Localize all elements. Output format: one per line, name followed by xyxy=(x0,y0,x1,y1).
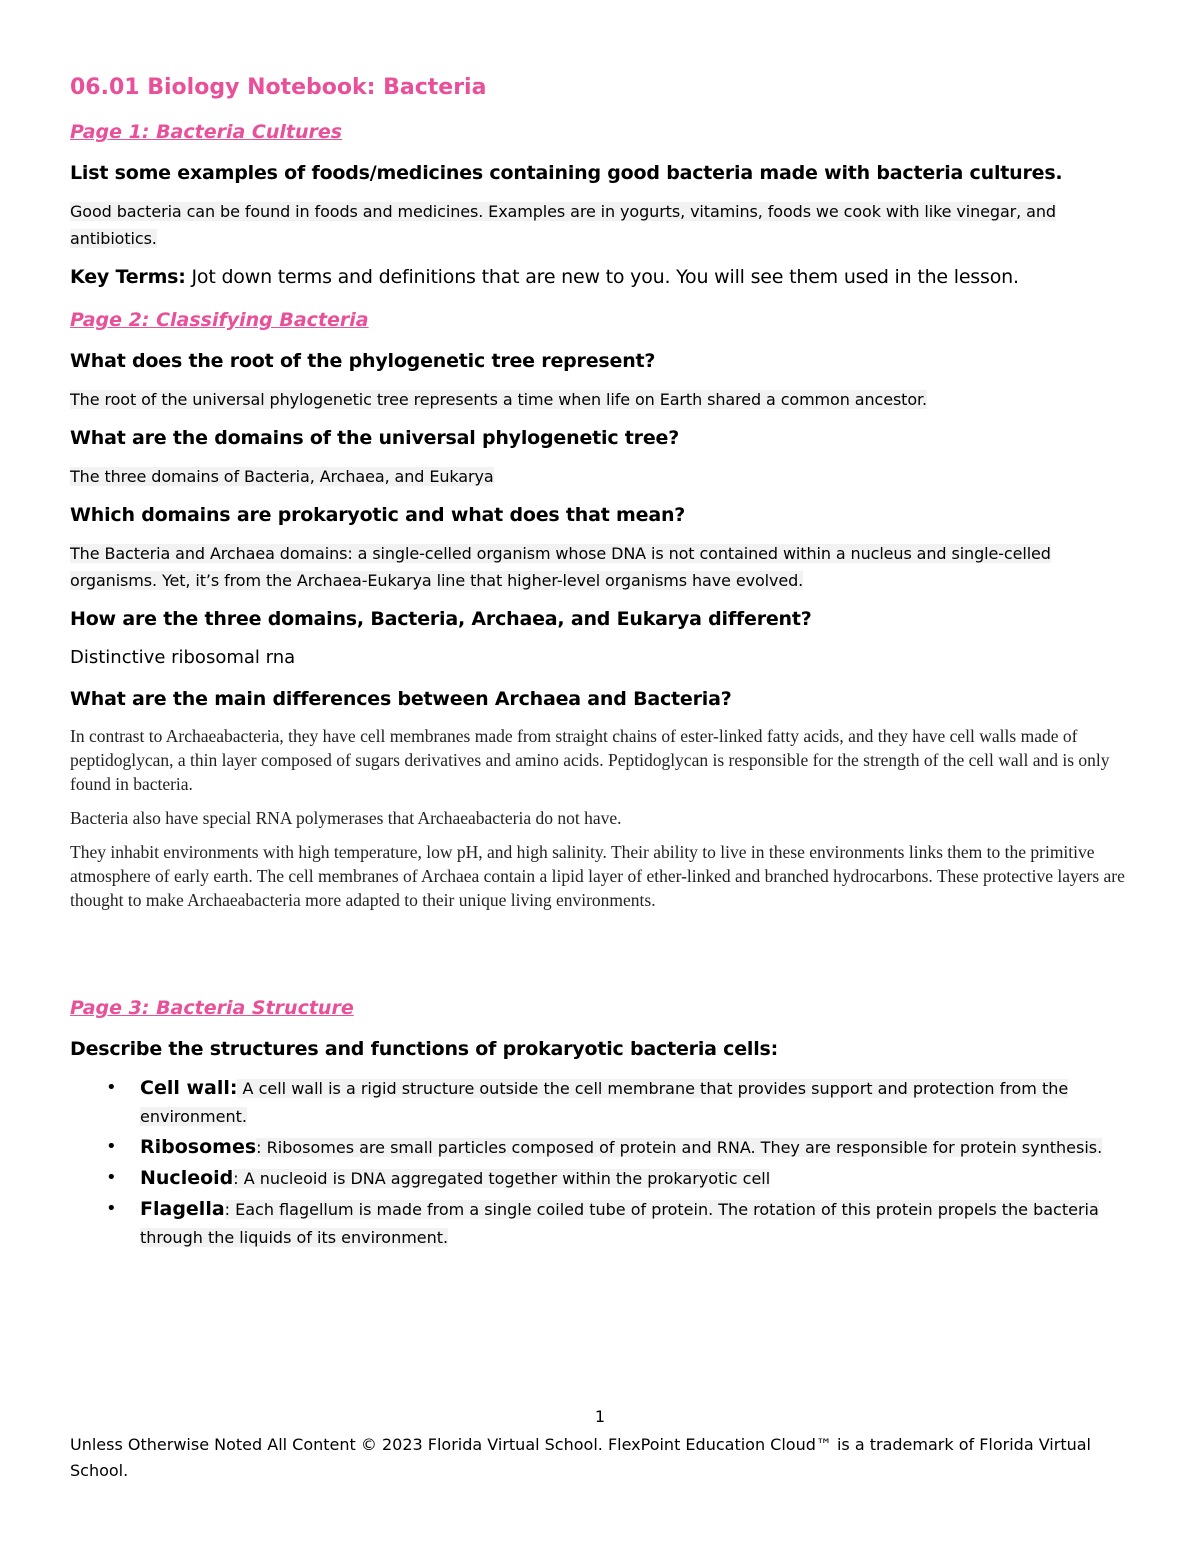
list-item xyxy=(70,1164,1132,1193)
section-heading-page-1: Page 1: Bacteria Cultures xyxy=(70,121,343,143)
document-title: 06.01 Biology Notebook: Bacteria xyxy=(70,75,487,100)
answer-archaea-vs-bacteria-p2: Bacteria also have special RNA polymerases that Archaeabacteria do not have. xyxy=(70,808,622,828)
answer-good-bacteria xyxy=(70,198,1132,252)
footer-copyright: Unless Otherwise Noted All Content © 2023 Florida Virtual School. FlexPoint Education Cloud™ is a trademark of Florida Virtual School. xyxy=(70,1435,1091,1480)
question-structures: Describe the structures and functions of prokaryotic bacteria cells: xyxy=(70,1038,779,1060)
structure-term: Nucleoid xyxy=(140,1167,234,1189)
answer-prokaryotic xyxy=(70,540,1132,594)
question-domains: What are the domains of the universal phylogenetic tree? xyxy=(70,427,680,449)
page-number: 1 xyxy=(594,1407,606,1426)
structure-desc: A cell wall is a rigid structure outside the cell membrane that provides support and protection from the environment. xyxy=(140,1079,1069,1126)
question-archaea-vs-bacteria: What are the main differences between Archaea and Bacteria? xyxy=(70,688,732,710)
answer-text: Good bacteria can be found in foods and medicines. Examples are in yogurts, vitamins, foods we cook with like vinegar, and antibiotics. xyxy=(70,202,1056,248)
key-terms-text: Jot down terms and definitions that are new to you. You will see them used in the lesson. xyxy=(185,266,1019,288)
list-item xyxy=(70,1074,1132,1131)
answer-text: The three domains of Bacteria, Archaea, and Eukarya xyxy=(70,467,494,486)
bullet-icon: • xyxy=(106,1198,117,1219)
section-heading-page-3: Page 3: Bacteria Structure xyxy=(70,997,354,1019)
question-good-bacteria: List some examples of foods/medicines containing good bacteria made with bacteria cultures. xyxy=(70,162,1063,184)
key-terms xyxy=(70,262,1132,292)
bullet-icon: • xyxy=(106,1136,117,1157)
section-heading-page-2: Page 2: Classifying Bacteria xyxy=(70,309,369,331)
answer-domains xyxy=(70,463,1132,490)
structure-list xyxy=(70,1074,1132,1252)
answer-archaea-vs-bacteria-p1: In contrast to Archaeabacteria, they have cell membranes made from straight chains of ester-linked fatty acids, and they have cell walls made of peptidoglycan, a thin layer composed of sugars derivatives and amino acids. Peptidoglycan is responsible for the strength of the cell wall and is only found in bacteria. xyxy=(70,726,1110,794)
document-body xyxy=(70,72,1132,1254)
structure-term: Flagella xyxy=(140,1198,225,1220)
question-domain-differences: How are the three domains, Bacteria, Archaea, and Eukarya different? xyxy=(70,608,812,630)
bullet-icon: • xyxy=(106,1077,117,1098)
structure-desc: : Ribosomes are small particles composed of protein and RNA. They are responsible for protein synthesis. xyxy=(256,1138,1103,1157)
question-root-tree: What does the root of the phylogenetic tree represent? xyxy=(70,350,656,372)
answer-root-tree xyxy=(70,386,1132,413)
list-item xyxy=(70,1133,1132,1162)
structure-term: Cell wall: xyxy=(140,1077,238,1099)
bullet-icon: • xyxy=(106,1167,117,1188)
structure-desc: : A nucleoid is DNA aggregated together within the prokaryotic cell xyxy=(233,1169,771,1188)
structure-term: Ribosomes xyxy=(140,1136,257,1158)
list-item xyxy=(70,1195,1132,1252)
answer-text: The Bacteria and Archaea domains: a single-celled organism whose DNA is not contained within a nucleus and single-celled organisms. Yet, it’s from the Archaea-Eukarya line that higher-level organisms have evolved. xyxy=(70,544,1051,590)
answer-archaea-vs-bacteria-p3: They inhabit environments with high temperature, low pH, and high salinity. Their ability to live in these environments links them to the primitive atmosphere of early earth. The cell membranes of Archaea contain a lipid layer of ether-linked and branched hydrocarbons. These protective layers are thought to make Archaeabacteria more adapted to their unique living environments. xyxy=(70,842,1125,910)
structure-desc: : Each flagellum is made from a single coiled tube of protein. The rotation of this protein propels the bacteria through the liquids of its environment. xyxy=(140,1200,1099,1247)
answer-text: The root of the universal phylogenetic tree represents a time when life on Earth shared a common ancestor. xyxy=(70,390,928,409)
spacer xyxy=(70,922,1132,994)
answer-domain-differences: Distinctive ribosomal rna xyxy=(70,647,296,668)
key-terms-label: Key Terms: xyxy=(70,266,186,288)
question-prokaryotic: Which domains are prokaryotic and what does that mean? xyxy=(70,504,686,526)
